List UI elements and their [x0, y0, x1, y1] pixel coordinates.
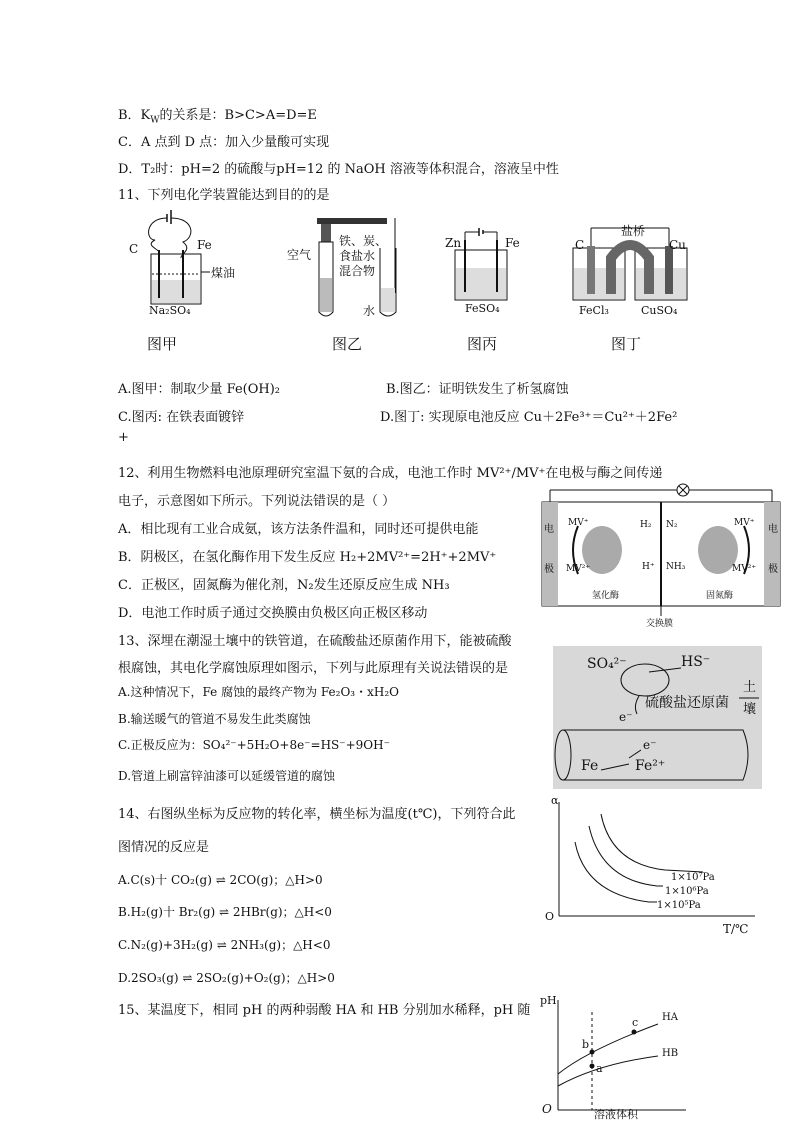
q14-pressure-1e5: 1×10⁵Pa [657, 900, 701, 911]
figure-conversion-temperature [545, 794, 760, 938]
figure-yi-caption: 图乙 [332, 335, 363, 353]
bing-zn-label: Zn [445, 236, 462, 250]
q14-y-axis-label: α [551, 794, 559, 807]
jia-fe-label: Fe [197, 238, 212, 252]
q13-stem-2: 根腐蚀，其电化学腐蚀原理如图示，下列与此原理有关说法错误的是 [118, 661, 509, 676]
q12-option-b: B．阴极区，在氢化酶作用下发生反应 H₂+2MV²⁺=2H⁺+2MV⁺ [118, 550, 497, 565]
ding-bridge-label: 盐桥 [621, 224, 646, 238]
figure-ph-dilution [538, 994, 688, 1119]
ding-c-label: C [575, 238, 585, 252]
q14-option-a: A.C(s)十 CO₂(g) ⇌ 2CO(g)；△H>0 [118, 873, 323, 887]
q11-option-d: D.图丁: 实现原电池反应 Cu＋2Fe³⁺＝Cu²⁺＋2Fe² [380, 410, 678, 425]
yi-mix-label-3: 混合物 [339, 264, 376, 278]
q14-stem-2: 图情况的反应是 [118, 840, 210, 855]
figure-corrosion [553, 646, 762, 789]
q13-option-b: B.输送暖气的管道不易发生此类腐蚀 [118, 712, 311, 726]
q10-option-c: C．A 点到 D 点：加入少量酸可实现 [118, 135, 330, 150]
q15-stem: 15、某温度下，相同 pH 的两种弱酸 HA 和 HB 分别加水稀释，pH 随 [118, 1003, 531, 1018]
corrosion-soil-1: 土 [743, 680, 757, 695]
ding-cu-label: Cu [669, 238, 686, 252]
figure-yi [285, 218, 410, 323]
q12-option-a: A．相比现有工业合成氨，该方法条件温和，同时还可提供电能 [118, 522, 479, 537]
q15-ha-label: HA [662, 1012, 678, 1023]
q12-stem-2: 电子，示意图如下所示。下列说法错误的是（ ） [118, 494, 396, 509]
q15-y-axis-label: pH [540, 994, 557, 1007]
cell-enzyme-1: 氢化酶 [592, 591, 620, 601]
yi-water-label: 水 [363, 304, 376, 318]
cell-hp: H⁺ [642, 562, 655, 572]
q10-option-d: D．T₂时：pH=2 的硫酸与pH=12 的 NaOH 溶液等体积混合，溶液呈中性 [118, 162, 559, 177]
q12-option-d: D．电池工作时质子通过交换膜由负极区向正极区移动 [118, 606, 428, 621]
yi-mix-label-2: 食盐水 [339, 249, 376, 263]
q13-stem-1: 13、深埋在潮湿土壤中的铁管道，在硫酸盐还原菌作用下，能被硫酸 [118, 634, 512, 649]
q15-point-b: b [582, 1038, 590, 1051]
q11-option-d-wrap: + [118, 430, 129, 445]
ding-solution-2: CuSO₄ [641, 304, 678, 317]
bing-solution-label: FeSO₄ [465, 302, 500, 315]
q15-point-a: a [596, 1062, 603, 1075]
jia-c-label: C [129, 242, 139, 256]
cell-mv2p-left: MV²⁺ [566, 564, 591, 574]
ding-solution-1: FeCl₃ [579, 304, 609, 317]
q15-x-axis-label: 溶液体积 [594, 1108, 638, 1121]
cell-membrane: 交换膜 [646, 619, 674, 629]
corrosion-fe2: Fe²⁺ [635, 758, 666, 774]
cell-nh3: NH₃ [666, 562, 686, 572]
yi-mix-label-1: 铁、炭、 [339, 234, 388, 248]
corrosion-e-top: e⁻ [619, 710, 633, 724]
q13-option-c: C.正极反应为：SO₄²⁻+5H₂O+8e⁻=HS⁻+9OH⁻ [118, 738, 390, 752]
cell-electrode-left-1: 电 [544, 524, 554, 535]
q11-option-b: B.图乙：证明铁发生了析氢腐蚀 [386, 382, 569, 397]
q15-origin-label: O [542, 1102, 552, 1116]
q15-point-c: c [632, 1016, 639, 1029]
corrosion-soil-2: 壤 [743, 702, 757, 717]
q15-hb-label: HB [662, 1048, 679, 1059]
corrosion-fe: Fe [581, 758, 599, 774]
q14-x-axis-label: T/℃ [723, 922, 749, 936]
q14-pressure-1e7: 1×10⁷Pa [671, 872, 715, 883]
cell-electrode-right-2: 极 [768, 564, 778, 575]
q14-option-c: C.N₂(g)+3H₂(g) ⇌ 2NH₃(g)；△H<0 [118, 938, 331, 952]
q14-option-b: B.H₂(g)十 Br₂(g) ⇌ 2HBr(g)；△H<0 [118, 905, 332, 919]
q10-option-b: B．$K_W$的关系是：B>C>A=D=E [118, 108, 317, 126]
corrosion-bacteria: 硫酸盐还原菌 [645, 695, 729, 711]
q14-stem-1: 14、右图纵坐标为反应物的转化率，横坐标为温度(t℃)，下列符合此 [118, 807, 516, 822]
q11-option-a: A.图甲：制取少量 Fe(OH)₂ [118, 382, 281, 397]
cell-electrode-left-2: 极 [544, 564, 554, 575]
cell-n2: N₂ [666, 520, 678, 530]
bing-fe-label: Fe [505, 236, 520, 250]
figure-ding [565, 218, 695, 323]
figure-ding-caption: 图丁 [611, 335, 642, 353]
jia-solution-label: Na₂SO₄ [149, 304, 191, 317]
figure-fuel-cell [538, 482, 784, 630]
figure-bing-caption: 图丙 [467, 335, 498, 353]
cell-h2: H₂ [640, 520, 652, 530]
q14-option-d: D.2SO₃(g) ⇌ 2SO₂(g)+O₂(g)；△H>0 [118, 971, 335, 985]
corrosion-e-bottom: e⁻ [643, 738, 657, 752]
figure-jia-caption: 图甲 [147, 335, 178, 353]
q13-option-d: D.管道上刷富锌油漆可以延缓管道的腐蚀 [118, 769, 336, 783]
q11-option-c: C.图丙: 在铁表面镀锌 [118, 410, 245, 425]
cell-mv2p-right: MV²⁺ [732, 564, 757, 574]
corrosion-so4: SO₄²⁻ [587, 656, 627, 672]
q12-stem-1: 12、利用生物燃料电池原理研究室温下氨的合成，电池工作时 MV²⁺/MV⁺在电极与酶之间传递 [118, 466, 663, 481]
figure-bing [443, 228, 523, 318]
figure-jia [125, 210, 235, 320]
jia-oil-label: 煤油 [211, 266, 236, 280]
yi-air-label: 空气 [287, 248, 312, 262]
cell-mvp-right: MV⁺ [734, 518, 755, 528]
cell-mvp-left: MV⁺ [568, 518, 589, 528]
q11-stem: 11、下列电化学装置能达到目的的是 [118, 188, 330, 203]
cell-enzyme-2: 固氮酶 [706, 591, 734, 601]
q13-option-a: A.这种情况下，Fe 腐蚀的最终产物为 Fe₂O₃・xH₂O [118, 685, 399, 699]
corrosion-hs: HS⁻ [681, 654, 711, 670]
q14-pressure-1e6: 1×10⁶Pa [665, 886, 709, 897]
cell-electrode-right-1: 电 [768, 524, 778, 535]
q14-origin-label: O [545, 910, 555, 923]
q12-option-c: C．正极区，固氮酶为催化剂，N₂发生还原反应生成 NH₃ [118, 578, 450, 593]
